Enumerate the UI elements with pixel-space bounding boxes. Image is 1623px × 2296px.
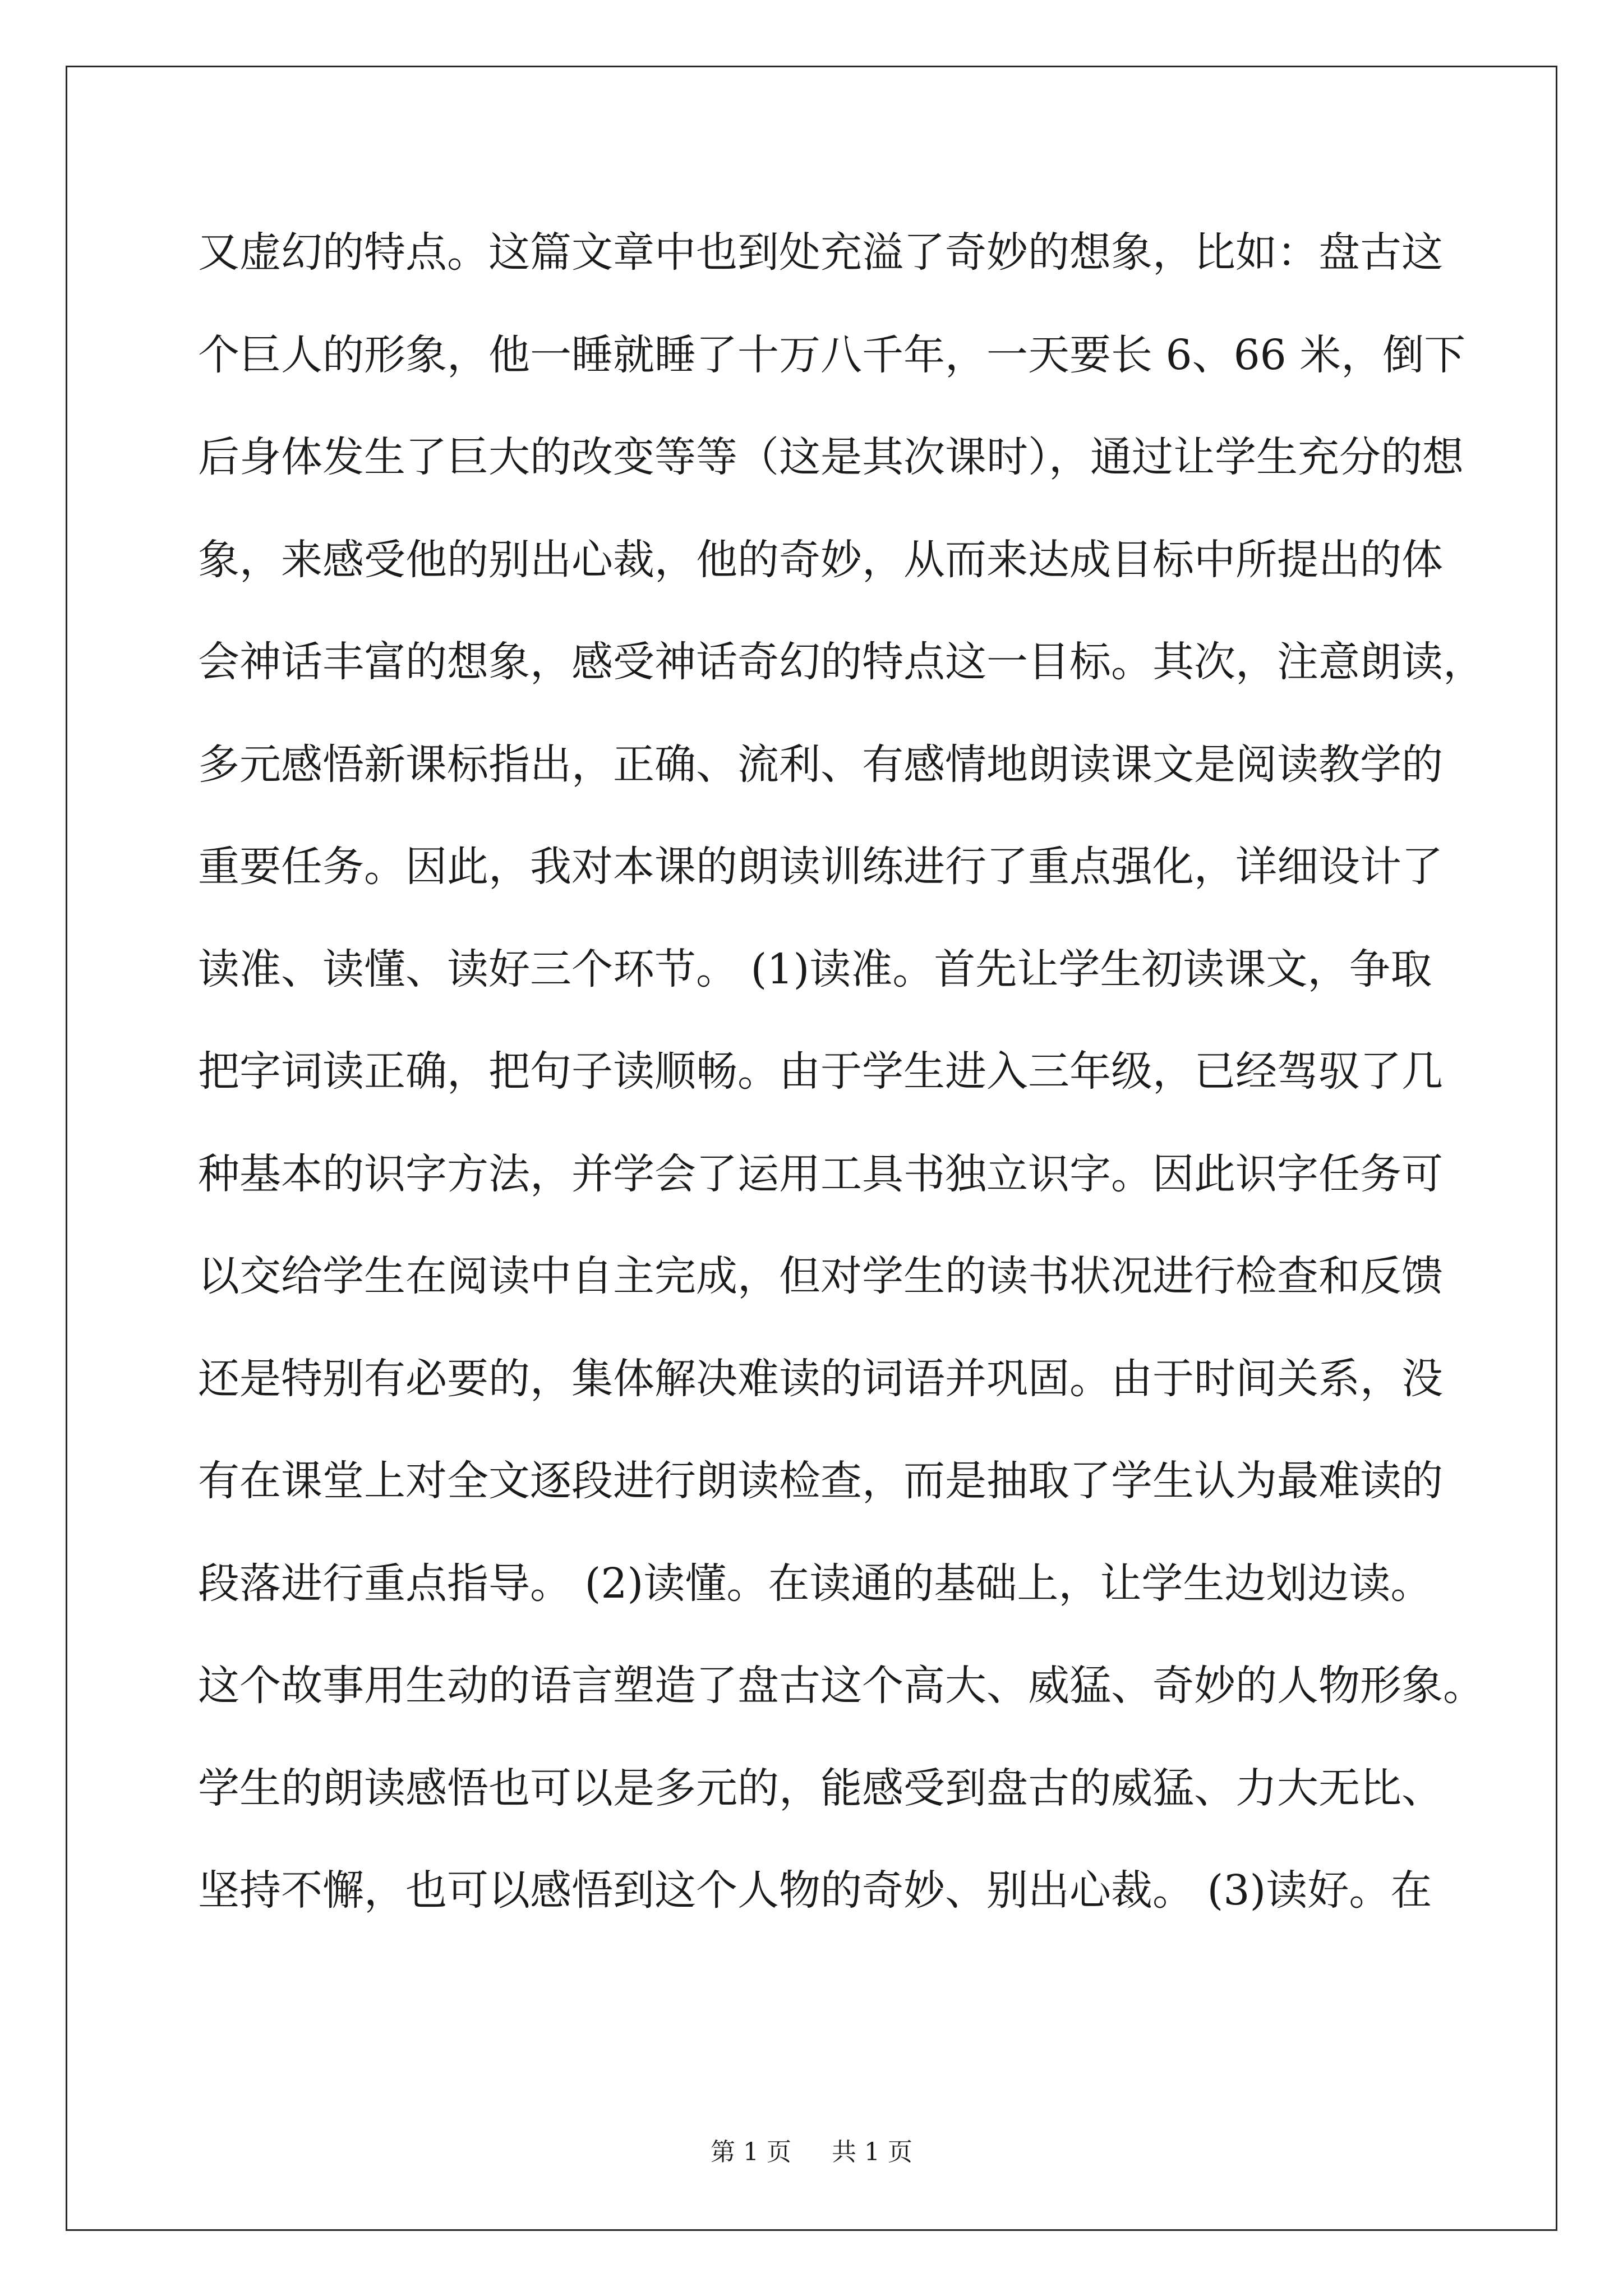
- text-line: 以交给学生在阅读中自主完成，但对学生的读书状况进行检查和反馈: [198, 1252, 1443, 1300]
- page-footer: [0, 2132, 1623, 2168]
- text-line: 个巨人的形象，他一睡就睡了十万八千年，一天要长 6、66 米，倒下: [198, 330, 1466, 379]
- text-line: 又虚幻的特点。这篇文章中也到处充溢了奇妙的想象，比如：盘古这: [198, 228, 1443, 277]
- text-line: 象，来感受他的别出心裁，他的奇妙，从而来达成目标中所提出的体: [198, 535, 1443, 584]
- document-body: [198, 224, 1484, 1965]
- text-line: 段落进行重点指导。 (2)读懂。在读通的基础上，让学生边划边读。: [198, 1559, 1432, 1608]
- text-line: 有在课堂上对全文逐段进行朗读检查，而是抽取了学生认为最难读的: [198, 1457, 1443, 1505]
- text-line: 这个故事用生动的语言塑造了盘古这个高大、威猛、奇妙的人物形象。: [198, 1662, 1484, 1710]
- text-line: 把字词读正确，把句子读顺畅。由于学生进入三年级，已经驾驭了几: [198, 1047, 1443, 1096]
- text-line: 重要任务。因此，我对本课的朗读训练进行了重点强化，详细设计了: [198, 843, 1443, 891]
- text-line: 读准、读懂、读好三个环节。 (1)读准。首先让学生初读课文，争取: [198, 945, 1432, 993]
- text-line: 后身体发生了巨大的改变等等（这是其次课时），通过让学生充分的想: [198, 433, 1464, 481]
- text-line: 坚持不懈，也可以感悟到这个人物的奇妙、别出心裁。 (3)读好。在: [198, 1866, 1432, 1915]
- text-line: 种基本的识字方法，并学会了运用工具书独立识字。因此识字任务可: [198, 1149, 1443, 1198]
- text-line: 多元感悟新课标指出，正确、流利、有感情地朗读课文是阅读教学的: [198, 740, 1443, 789]
- text-line: 还是特别有必要的，集体解决难读的词语并巩固。由于时间关系，没: [198, 1354, 1443, 1403]
- page-total: 共 1 页: [832, 2138, 912, 2166]
- text-line: 学生的朗读感悟也可以是多元的，能感受到盘古的威猛、力大无比、: [198, 1764, 1443, 1812]
- page-number: 第 1 页: [711, 2138, 791, 2166]
- text-line: 会神话丰富的想象，感受神话奇幻的特点这一目标。其次，注意朗读，: [198, 638, 1484, 686]
